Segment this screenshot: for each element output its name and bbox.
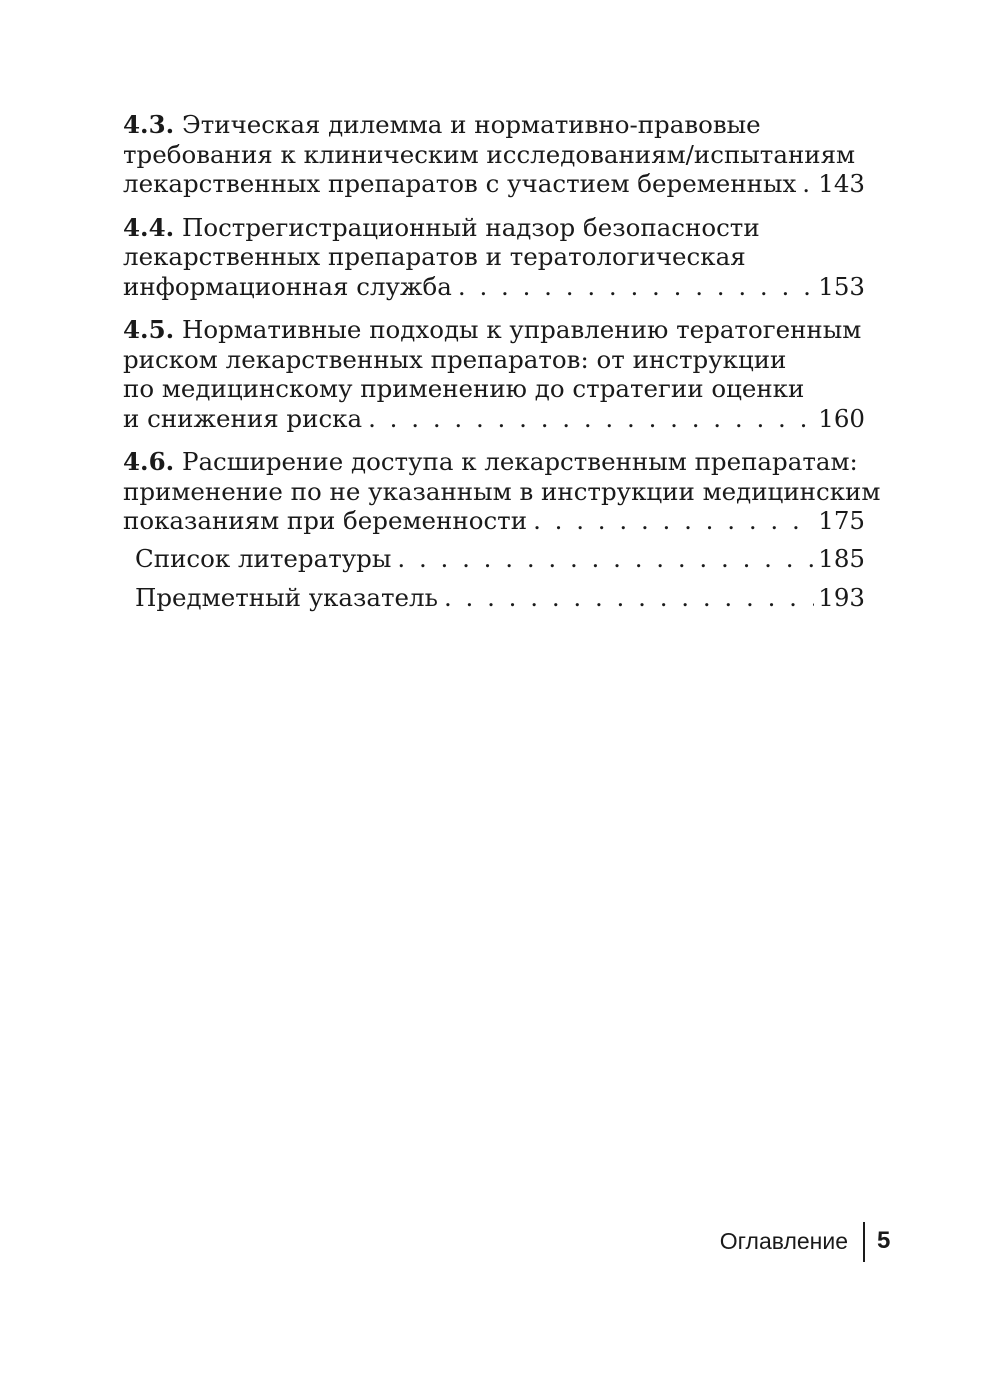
footer-page-number: 5 — [877, 1227, 891, 1254]
section-title-line: лекарственных препаратов и тератологическая — [123, 242, 746, 271]
section-title-line: и снижения риска — [123, 403, 363, 433]
dot-leader — [444, 583, 814, 613]
section-title-line: по медицинскому применению до стратегии оценки — [123, 374, 805, 403]
dot-leader — [458, 272, 814, 302]
toc-entry-line — [123, 447, 865, 477]
dot-leader — [533, 506, 814, 536]
section-number: 4.6. — [123, 447, 175, 476]
toc-entry-title: Предметный указатель — [135, 583, 438, 612]
toc-entry-4-3[interactable] — [123, 110, 865, 199]
toc-entry-last-line — [123, 506, 865, 536]
toc-entry-line — [123, 315, 865, 345]
toc-entry-subject-index[interactable] — [123, 583, 865, 613]
section-title-line: применение по не указанным в инструкции медицинским — [123, 476, 881, 506]
section-title-line: информационная служба — [123, 271, 452, 301]
toc-entry-last-line — [135, 583, 865, 613]
dot-leader — [397, 544, 814, 574]
page-footer — [700, 1222, 900, 1262]
toc-entry-title: Список литературы — [135, 543, 392, 573]
toc-entry-last-line — [123, 404, 865, 434]
toc-entry-bibliography[interactable] — [123, 544, 865, 574]
section-title-line: Нормативные подходы к управлению тератогенным — [181, 315, 862, 344]
section-title-line: показаниям при беременности — [123, 506, 528, 535]
page-number: 160 — [818, 403, 865, 433]
toc-entry-line — [123, 213, 865, 243]
section-number: 4.3. — [123, 110, 175, 139]
page-number: 143 — [818, 169, 865, 198]
section-title-line: Расширение доступа к лекарственным препаратам: — [181, 447, 858, 476]
section-title-line: лекарственных препаратов с участием беременных — [123, 169, 797, 198]
section-title-line: требования к клиническим исследованиям/испытаниям — [123, 139, 856, 169]
footer-separator — [863, 1222, 865, 1262]
section-number: 4.5. — [123, 315, 175, 344]
page-number: 193 — [818, 583, 865, 612]
page-number: 175 — [818, 506, 865, 535]
toc-entry-4-6[interactable] — [123, 447, 881, 536]
section-title-line: Этическая дилемма и нормативно-правовые — [181, 110, 761, 139]
running-footer-label: Оглавление — [719, 1228, 848, 1254]
toc-entry-last-line — [135, 544, 865, 574]
toc-entry-line — [123, 110, 865, 140]
section-title-line: Пострегистрационный надзор безопасности — [181, 212, 760, 242]
page-number: 185 — [818, 543, 865, 573]
section-title-line: риском лекарственных препаратов: от инструкции — [123, 344, 787, 374]
toc-entry-last-line — [123, 169, 865, 199]
table-of-contents — [123, 110, 881, 623]
toc-entry-last-line — [123, 272, 865, 302]
toc-entry-4-5[interactable] — [123, 315, 865, 433]
toc-entry-4-4[interactable] — [123, 213, 865, 302]
section-number: 4.4. — [123, 212, 175, 242]
dot-leader — [368, 404, 814, 434]
page-number: 153 — [818, 271, 865, 301]
dot-leader — [802, 169, 814, 199]
